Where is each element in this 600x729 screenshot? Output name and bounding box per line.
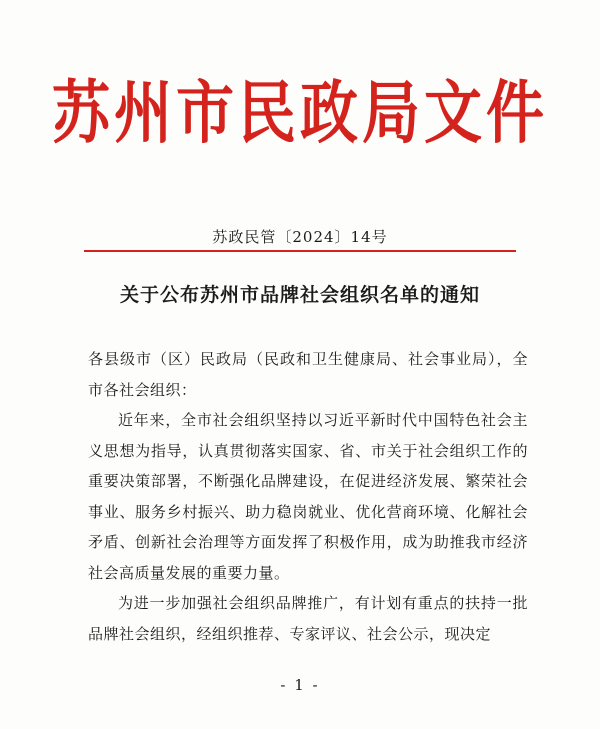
red-divider-line — [84, 250, 516, 252]
salutation: 各县级市（区）民政局（民政和卫生健康局、社会事业局），全市各社会组织： — [88, 350, 528, 399]
issuing-authority-header: 苏州市民政局文件 — [51, 72, 548, 154]
document-body — [88, 344, 528, 649]
notice-title: 关于公布苏州市品牌社会组织名单的通知 — [119, 284, 480, 306]
document-number: 苏政民管〔2024〕14号 — [212, 228, 388, 246]
body-paragraph-1: 近年来，全市社会组织坚持以习近平新时代中国特色社会主义思想为指导，认真贯彻落实国家、省、市关于社会组织工作的重要决策部署，不断强化品牌建设，在促进经济发展、繁荣社会事业、服务乡村振兴、助力稳岗就业、优化营商环境、化解社会矛盾、创新社会治理等方面发挥了积极作用，成为助推我市经济社会高质量发展的重要力量。 — [88, 411, 528, 582]
body-paragraph-2: 为进一步加强社会组织品牌推广，有计划有重点的扶持一批品牌社会组织，经组织推荐、专家评议、社会公示，现决定 — [88, 594, 528, 643]
page-number: - 1 - — [280, 676, 320, 694]
